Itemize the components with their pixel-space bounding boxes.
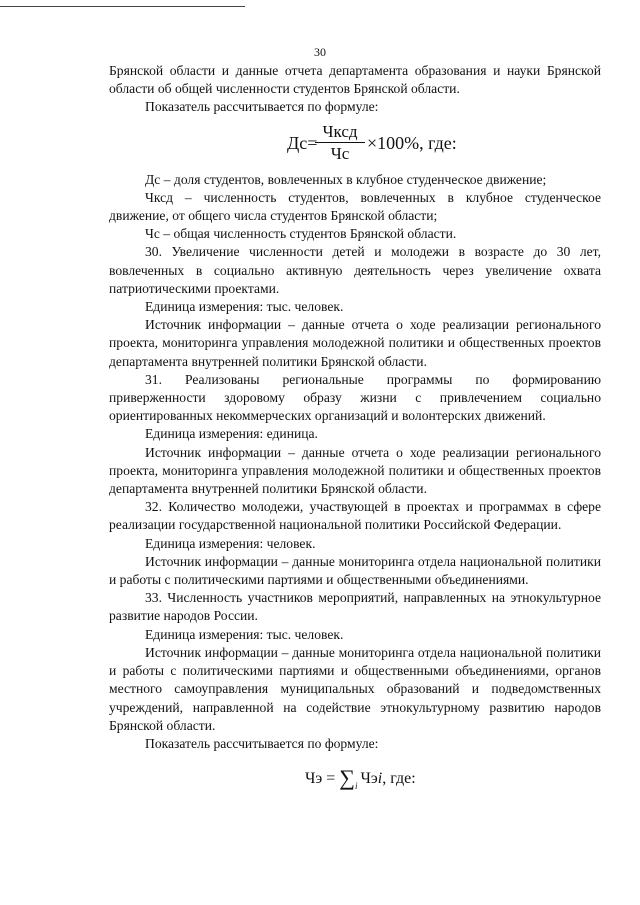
- formula-fraction: [315, 122, 365, 164]
- formula-term: Чэ: [360, 770, 378, 788]
- top-rule: [0, 6, 245, 7]
- formula-tail: , где:: [382, 770, 416, 788]
- paragraph: 30. Увеличение численности детей и молодежи в возрасте до 30 лет, вовлеченных в социально активную деятельность через увеличение охвата патриотическими проектами.: [109, 244, 601, 296]
- paragraph: Чксд – численность студентов, вовлеченных в клубное студенческое движение, от общего числа студентов Брянской области;: [109, 189, 601, 224]
- paragraph: Дс – доля студентов, вовлеченных в клубное студенческое движение;: [145, 171, 547, 187]
- formula-denominator: Чс: [330, 143, 350, 163]
- paragraph: 33. Численность участников мероприятий, направленных на этнокультурное развитие народов России.: [109, 590, 601, 624]
- formula-participants-sum: [109, 767, 601, 797]
- paragraph: Источник информации – данные мониторинга отдела национальной политики и работы с политическими партиями и общественными объединениями, органов местного самоуправления муниципальных образований и подведомственных учреждений, направленной на содействие этнокультурному развитию народов Брянской области.: [109, 644, 601, 733]
- page-number: 30: [314, 45, 326, 59]
- paragraph: Показатель рассчитывается по формуле:: [145, 735, 379, 751]
- sigma-symbol: ∑: [339, 765, 355, 791]
- formula-numerator: Чксд: [315, 122, 365, 143]
- paragraph: Показатель рассчитывается по формуле:: [145, 99, 379, 115]
- paragraph: Источник информации – данные отчета о ходе реализации регионального проекта, мониторинга управления молодежной политики и общественных проектов департамента внутренней политики Брянской области.: [109, 444, 601, 497]
- paragraph: Единица измерения: тыс. человек.: [145, 299, 344, 315]
- formula-lhs: Чэ =: [305, 770, 340, 788]
- paragraph: Чс – общая численность студентов Брянской области.: [145, 226, 457, 242]
- formula-expression: [305, 765, 416, 792]
- paragraph: Единица измерения: человек.: [145, 535, 316, 551]
- paragraph: 31. Реализованы региональные программы по формированию приверженности здоровому образу жизни с привлечением социально ориентированных некоммерческих организаций и волонтерских движений.: [109, 371, 601, 424]
- paragraph: Брянской области и данные отчета департамента образования и науки Брянской области об общей численности студентов Брянской области.: [109, 63, 601, 97]
- paragraph: Единица измерения: тыс. человек.: [145, 626, 344, 642]
- paragraph: Источник информации – данные отчета о ходе реализации регионального проекта, мониторинга управления молодежной политики и общественных проектов департамента внутренней политики Брянской области.: [109, 317, 601, 369]
- document-body: [109, 62, 601, 797]
- formula-term-index: i: [377, 770, 383, 788]
- paragraph: 32. Количество молодежи, участвующей в проектах и программах в сфере реализации государственной национальной политики Российской Федерации.: [109, 499, 601, 533]
- sum-index: i: [354, 781, 358, 792]
- paragraph: Источник информации – данные мониторинга отдела национальной политики и работы с политическими партиями и общественными объединениями.: [109, 553, 601, 588]
- paragraph: Единица измерения: единица.: [145, 426, 318, 442]
- formula-lhs: Дс=: [287, 132, 318, 153]
- formula-student-share: [109, 122, 601, 164]
- formula-rhs: ×100%, где:: [367, 132, 457, 153]
